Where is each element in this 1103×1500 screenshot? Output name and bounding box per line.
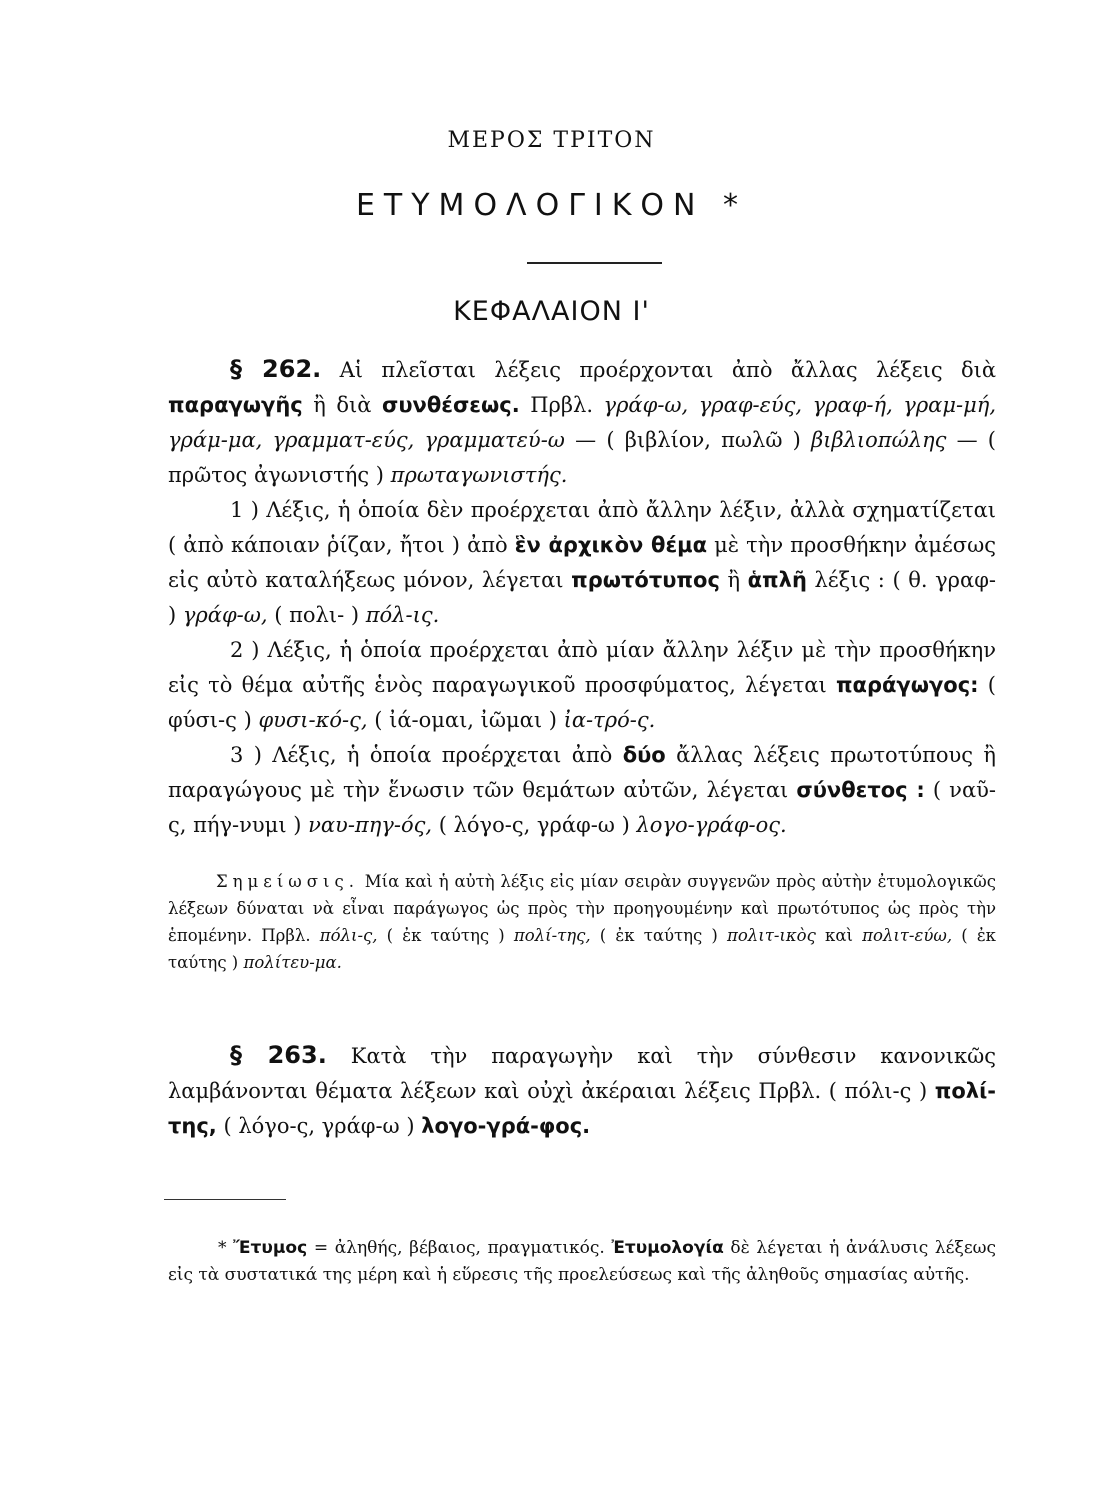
example-words: πολιτ-εύω, — [862, 926, 953, 945]
bold-term: πρωτότυπος — [571, 568, 720, 592]
bold-term: δύο — [622, 743, 666, 767]
example-words: ναυ-πηγ-ός, — [308, 813, 433, 837]
example-words: πολίτευ-μα. — [243, 953, 342, 972]
page-title: ΕΤΥΜΟΛΟΓΙΚΟΝ * — [355, 188, 748, 223]
remark-note: Σημείωσις. Μία καὶ ἡ αὐτὴ λέξις εἰς μίαν σειρὰν συγγενῶν πρὸς αὐτὴν ἐτυμολογικῶς λέξεων δύναται νὰ εἶναι παράγωγος ὡς πρὸς τὴν προηγουμένην καὶ πρωτότυπος ὡς πρὸς τὴν ἑπομένην. Πρβλ. πόλι-ς, ( ἐκ ταύτης ) πολί-της, ( ἐκ ταύτης ) πολιτ-ικὸς καὶ πολιτ-εύω, ( ἐκ ταύτης ) πολίτευ-μα. — [168, 872, 996, 972]
example-words: λογο-γράφ-ος. — [636, 813, 787, 837]
example-words: γράφ-ω, γραφ-εύς, γραφ-ή, γραμ-μή, γράμ-μα, γραμματ-εύς, γραμματεύ-ω — [168, 393, 996, 452]
bold-term: λογο-γρά-φος. — [421, 1114, 591, 1138]
section-262-intro: § 262. Αἱ πλεῖσται λέξεις προέρχονται ἀπὸ ἄλλας λέξεις διὰ παραγωγῆς ἢ διὰ συνθέσεως. Πρβλ. γράφ-ω, γραφ-εύς, γραφ-ή, γραμ-μή, γράμ-μα, γραμματ-εύς, γραμματεύ-ω — ( βιβλίον, πωλῶ ) βιβλιοπώλης — ( πρῶτος ἀγωνιστής ) πρωταγωνιστής. — [168, 355, 997, 487]
example-words: πόλ-ις. — [365, 603, 440, 627]
bold-term: Ἔτυμος — [233, 1238, 308, 1258]
example-words: πολιτ-ικὸς — [726, 926, 816, 945]
example-words: πόλι-ς, — [319, 926, 378, 945]
example-words: βιβλιοπώλης — [811, 428, 947, 452]
rule-item-2: 2 ) Λέξις, ἡ ὁποία προέρχεται ἀπὸ μίαν ἄλλην λέξιν μὲ τὴν προσθήκην εἰς τὸ θέμα αὐτῆς ἑνὸς παραγωγικοῦ προσφύματος, λέγεται παράγωγος: ( φύσι-ς ) φυσι-κό-ς, ( ἰά-ομαι, ἰῶμαι ) ἰα-τρό-ς. — [168, 638, 996, 732]
part-heading: ΜΕΡΟΣ ΤΡΙΤΟΝ — [447, 128, 656, 153]
example-words: γράφ-ω, — [182, 603, 268, 627]
rule-item-1: 1 ) Λέξις, ἡ ὁποία δὲν προέρχεται ἀπὸ ἄλλην λέξιν, ἀλλὰ σχηματίζεται ( ἀπὸ κάποιαν ῥίζαν, ἤτοι ) ἀπὸ ἓν ἀρχικὸν θέμα μὲ τὴν προσθήκην ἀμέσως εἰς αὐτὸ καταλήξεως μόνον, λέγεται πρωτότυπος ἢ ἁπλῆ λέξις : ( θ. γραφ- ) γράφ-ω, ( πολι- ) πόλ-ις. — [168, 498, 996, 627]
example-words: πρωταγωνιστής. — [390, 463, 568, 487]
example-words: φυσι-κό-ς, — [258, 708, 368, 732]
section-263: § 263. Κατὰ τὴν παραγωγὴν καὶ τὴν σύνθεσιν κανονικῶς λαμβάνονται θέματα λέξεων καὶ οὐχὶ ἀκέραιαι λέξεις Πρβλ. ( πόλι-ς ) πολί-της, ( λόγο-ς, γράφ-ω ) λογο-γρά-φος. — [168, 1041, 996, 1138]
bold-term: σύνθετος : — [796, 778, 925, 802]
bold-term: συνθέσεως. — [382, 393, 520, 417]
note-label: Σημείωσις. — [216, 872, 359, 891]
footnote: * Ἔτυμος = ἀληθής, βέβαιος, πραγματικός. Ἐτυμολογία δὲ λέγεται ἡ ἀνάλυσις λέξεως εἰς τὰ συστατικά της μέρη καὶ ἡ εὕρεσις τῆς προελεύσεως καὶ τῆς ἀληθοῦς σημασίας αὐτῆς. — [168, 1238, 997, 1285]
bold-term: Ἐτυμολογία — [611, 1238, 724, 1258]
bold-term: παράγωγος: — [835, 673, 979, 697]
footnote-marker: * — [218, 1238, 234, 1258]
example-words: πολί-της, — [513, 926, 591, 945]
bold-term: πολί-της, — [168, 1079, 996, 1138]
section-262 — [168, 352, 996, 843]
rule-item-3: 3 ) Λέξις, ἡ ὁποία προέρχεται ἀπὸ δύο ἄλλας λέξεις πρωτοτύπους ἢ παραγώγους μὲ τὴν ἕνωσιν τῶν θεμάτων αὐτῶν, λέγεται σύνθετος : ( ναῦ-ς, πήγ-νυμι ) ναυ-πηγ-ός, ( λόγο-ς, γράφ-ω ) λογο-γράφ-ος. — [168, 743, 996, 837]
chapter-heading: ΚΕΦΑΛΑΙΟΝ Ι' — [453, 296, 650, 327]
title-divider — [527, 262, 662, 264]
bold-term: ἓν ἀρχικὸν θέμα — [514, 533, 708, 557]
example-words: ἰα-τρό-ς. — [563, 708, 656, 732]
section-number: § 263. — [230, 1041, 327, 1069]
footnote-divider — [164, 1199, 286, 1200]
section-number: § 262. — [230, 355, 322, 383]
bold-term: παραγωγῆς — [168, 393, 303, 417]
bold-term: ἁπλῆ — [747, 568, 807, 592]
